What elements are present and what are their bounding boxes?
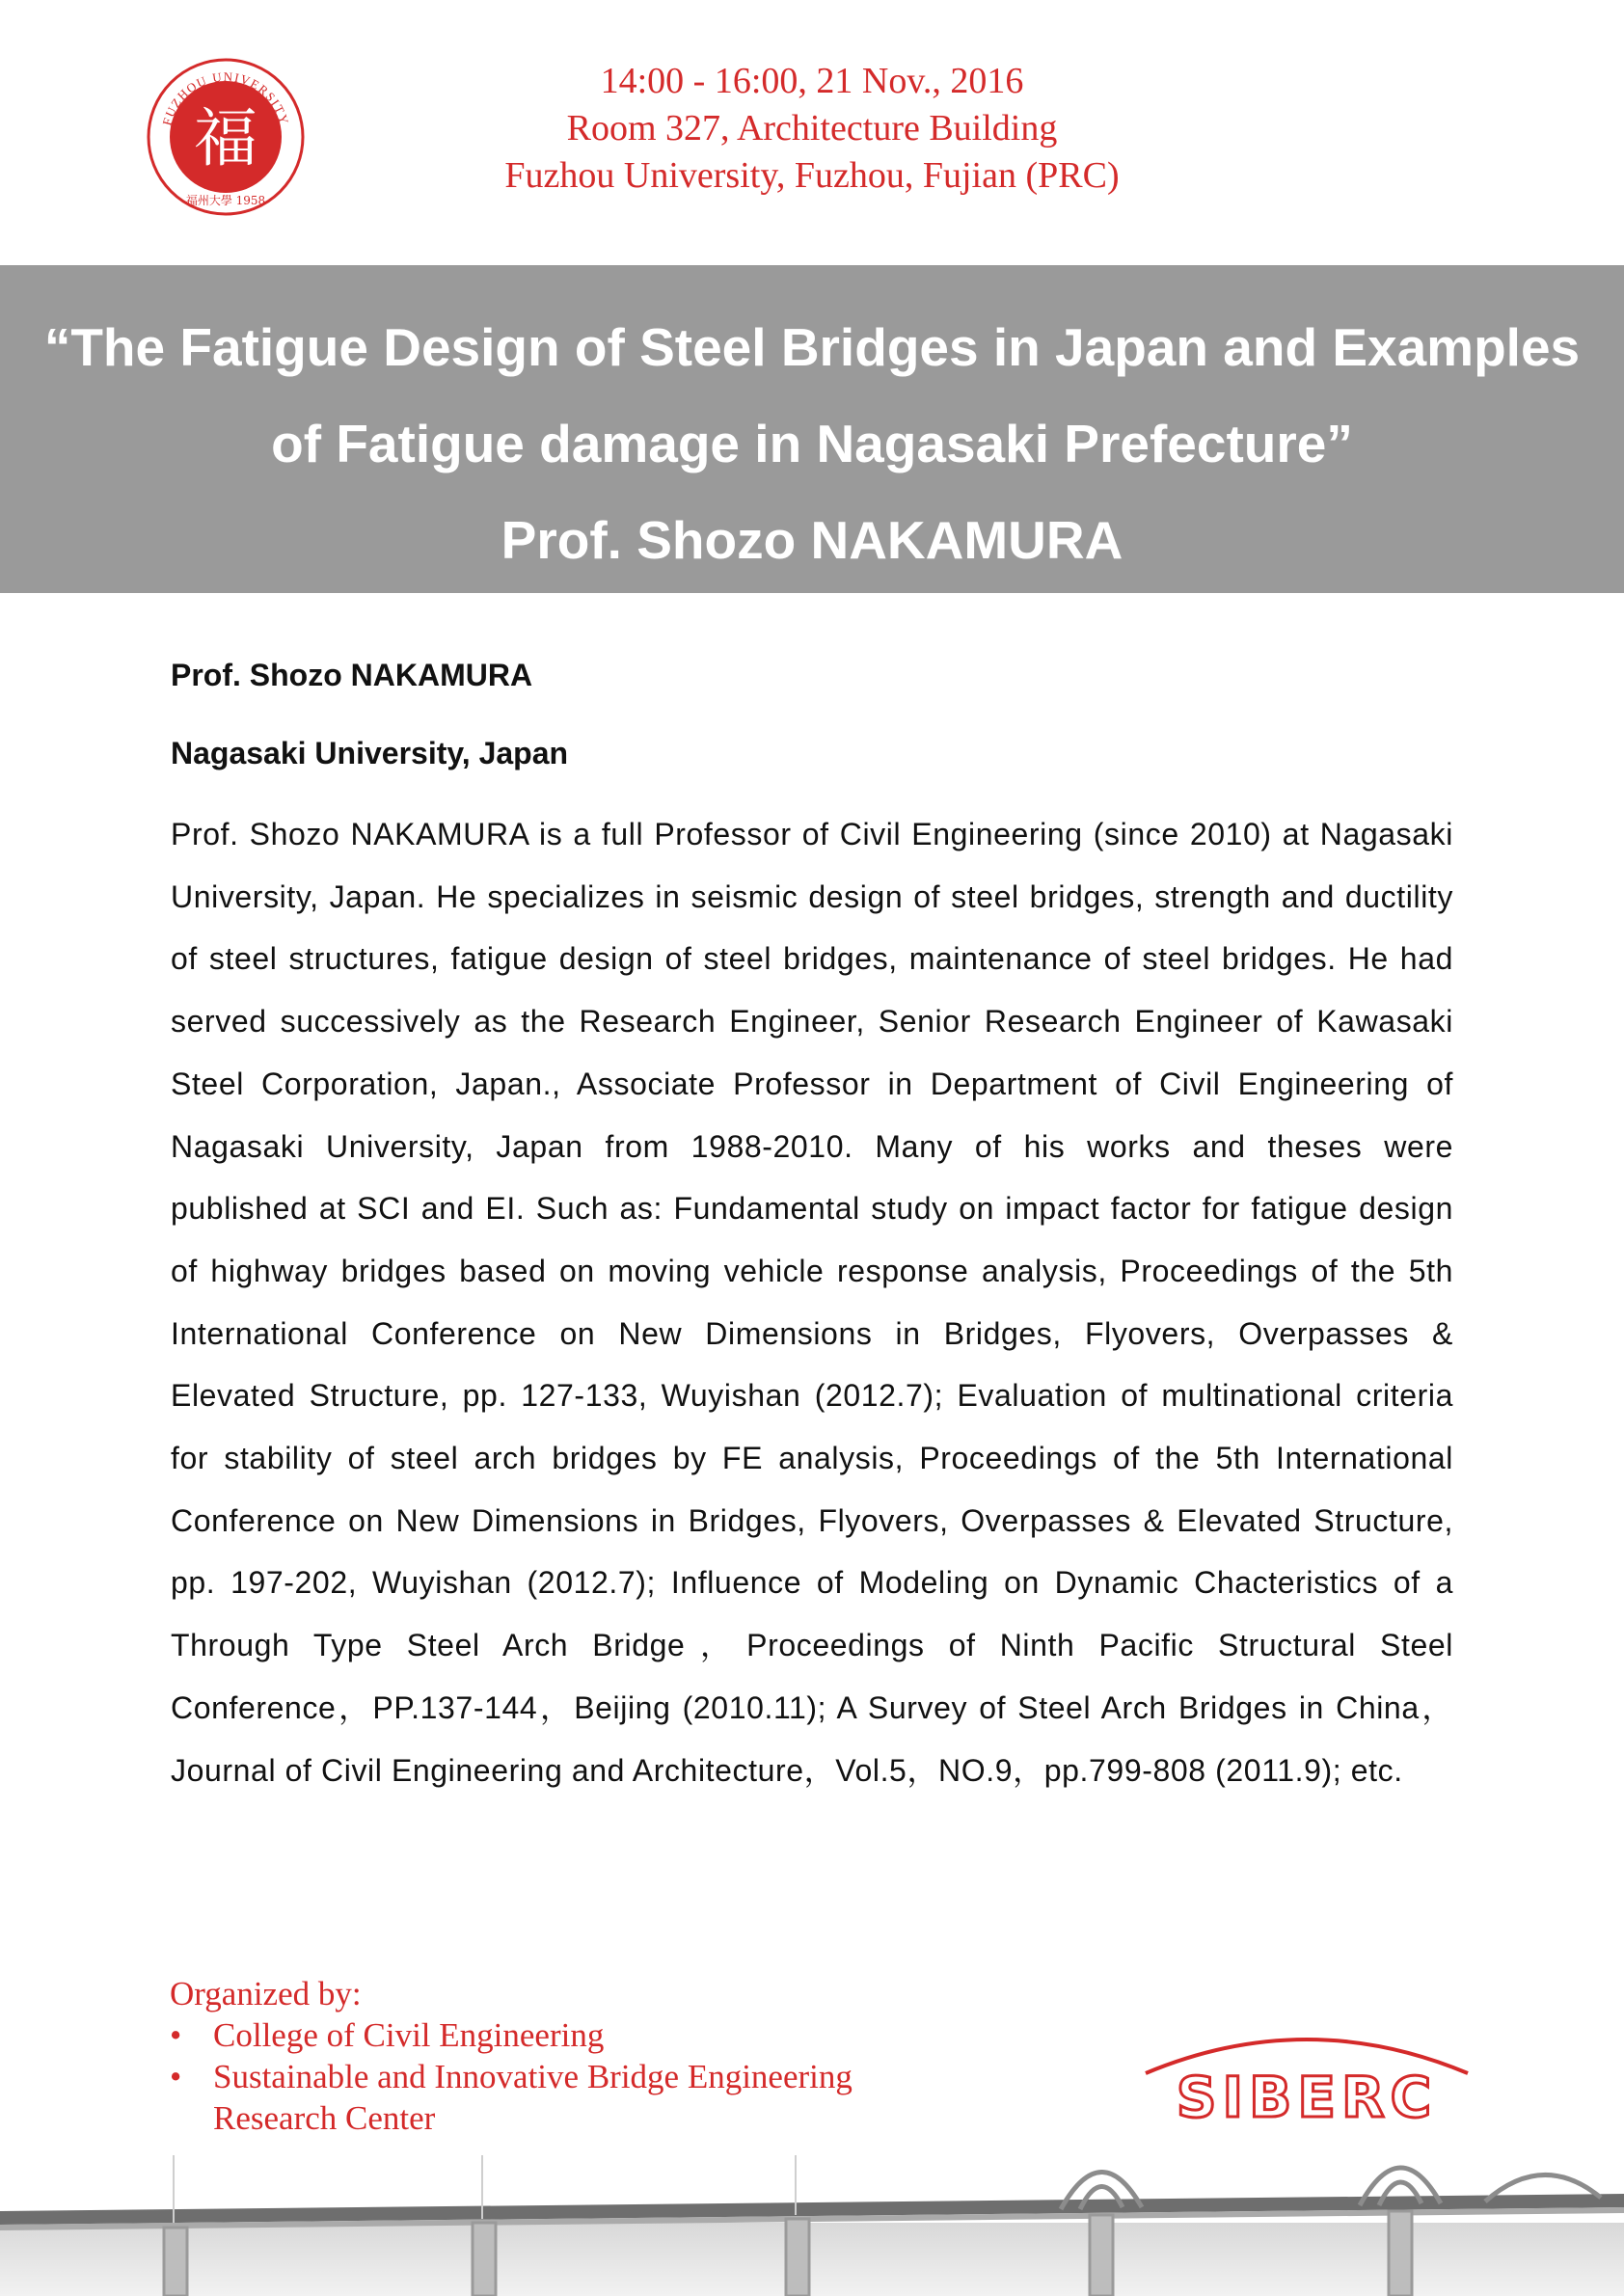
organizers (170, 1973, 864, 2139)
speaker-affiliation: Nagasaki University, Japan (171, 736, 569, 770)
organizer-item: • College of Civil Engineering (170, 2014, 864, 2056)
seal-bottom-text: 福州大學 1958 (185, 194, 266, 207)
speaker-section (171, 656, 1453, 1801)
event-time: 14:00 - 16:00, 21 Nov., 2016 (600, 61, 1024, 101)
speaker-name: Prof. Shozo NAKAMURA (171, 658, 533, 692)
siberc-logo (1138, 2015, 1475, 2131)
event-location: Fuzhou University, Fuzhou, Fujian (PRC) (504, 155, 1120, 196)
speaker-bio: Prof. Shozo NAKAMURA is a full Professor of Civil Engineering (since 2010) at Nagasaki University, Japan. He specializes in seismic design of steel bridges, strength and ductility of steel structures, fatigue design of steel bridges, maintenance of steel bridges. He had served successively as the Research Engineer, Senior Research Engineer of Kawasaki Steel Corporation, Japan., Associate Professor in Department of Civil Engineering of Nagasaki University, Japan from 1988-2010. Many of his works and theses were published at SCI and EI. Such as: Fundamental study on impact factor for fatigue design of highway bridges based on moving vehicle response analysis, Proceedings of the 5th International Conference on New Dimensions in Bridges, Flyovers, Overpasses & Elevated Structure, pp. 127-133, Wuyishan (2012.7); Evaluation of multinational criteria for stability of steel arch bridges by FE analysis, Proceedings of the 5th International Conference on New Dimensions in Bridges, Flyovers, Overpasses & Elevated Structure, pp. 197-202, Wuyishan (2012.7); Influence of Modeling on Dynamic Chacteristics of a Through Type Steel Arch Bridge，Proceedings of Ninth Pacific Structural Steel Conference，PP.137-144，Beijing (2010.11); A Survey of Steel Arch Bridges in China，Journal of Civil Engineering and Architecture，Vol.5，NO.9，pp.799-808 (2011.9); etc. (171, 817, 1453, 1788)
bridge-illustration (0, 2155, 1624, 2296)
speaker-title: Prof. Shozo NAKAMURA (501, 510, 1123, 570)
seal-character: 福 (194, 101, 257, 176)
title-band (0, 265, 1624, 593)
event-info (386, 58, 1238, 200)
seal-ring-text: FUZHOU UNIVERSITY (159, 68, 292, 127)
event-room: Room 327, Architecture Building (566, 108, 1058, 149)
university-seal-logo (147, 58, 305, 216)
organizer-item: • Sustainable and Innovative Bridge Engineering Research Center (170, 2056, 864, 2139)
talk-title-line-1: “The Fatigue Design of Steel Bridges in Japan and Examples (43, 317, 1581, 377)
talk-title-line-2: of Fatigue damage in Nagasaki Prefecture” (271, 414, 1353, 473)
organizers-heading: Organized by: (170, 1975, 362, 2012)
siberc-text: SIBERC (1176, 2065, 1438, 2130)
organizers-list (170, 2014, 864, 2139)
